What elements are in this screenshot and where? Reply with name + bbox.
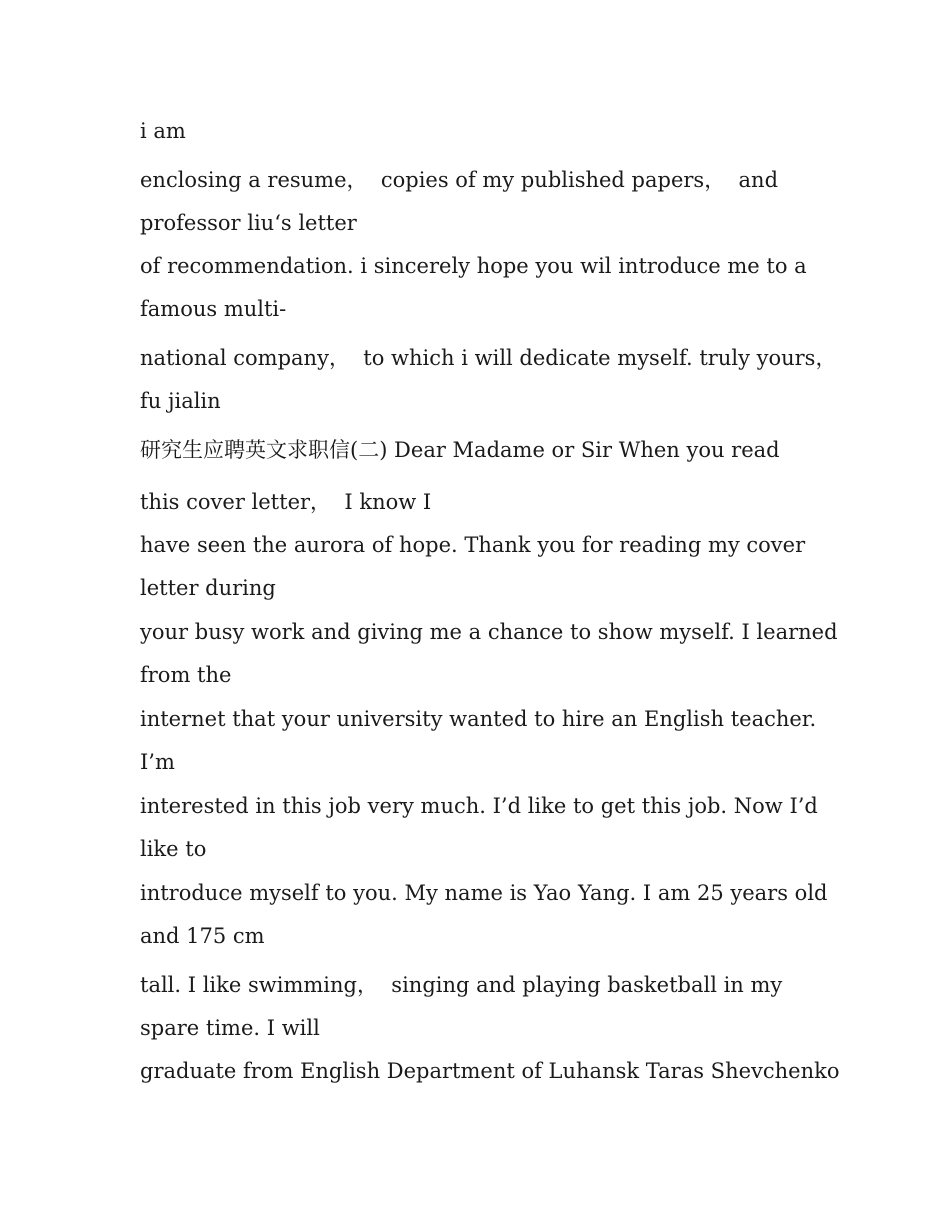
text-line: enclosing a resume， copies of my published papers， and xyxy=(140,168,779,192)
text-line: 研究生应聘英文求职信(二) Dear Madame or Sir When you read xyxy=(140,438,780,462)
text-line: like to xyxy=(140,837,207,861)
text-line: fu jialin xyxy=(140,389,221,413)
text-line: spare time. I will xyxy=(140,1016,320,1040)
text-line: tall. I like swimming， singing and playing basketball in my xyxy=(140,973,783,997)
text-line: have seen the aurora of hope. Thank you for reading my cover xyxy=(140,533,806,557)
text-line: national company， to which i will dedicate myself. truly yours， xyxy=(140,346,837,370)
text-line: I’m xyxy=(140,750,175,774)
text-line: letter during xyxy=(140,576,276,600)
text-line: i am xyxy=(140,119,186,143)
text-line: internet that your university wanted to hire an English teacher. xyxy=(140,707,817,731)
text-line: professor liu‘s letter xyxy=(140,211,357,235)
text-line: graduate from English Department of Luhansk Taras Shevchenko xyxy=(140,1059,840,1083)
text-line: from the xyxy=(140,663,232,687)
letter-body xyxy=(140,110,840,1093)
text-line: this cover letter， I know I xyxy=(140,490,432,514)
text-line: of recommendation. i sincerely hope you wil introduce me to a xyxy=(140,254,807,278)
text-line: interested in this job very much. I’d like to get this job. Now I’d xyxy=(140,794,818,818)
text-line: and 175 cm xyxy=(140,924,265,948)
text-line: introduce myself to you. My name is Yao Yang. I am 25 years old xyxy=(140,881,828,905)
text-line: famous multi- xyxy=(140,297,287,321)
text-line: your busy work and giving me a chance to show myself. I learned xyxy=(140,620,838,644)
